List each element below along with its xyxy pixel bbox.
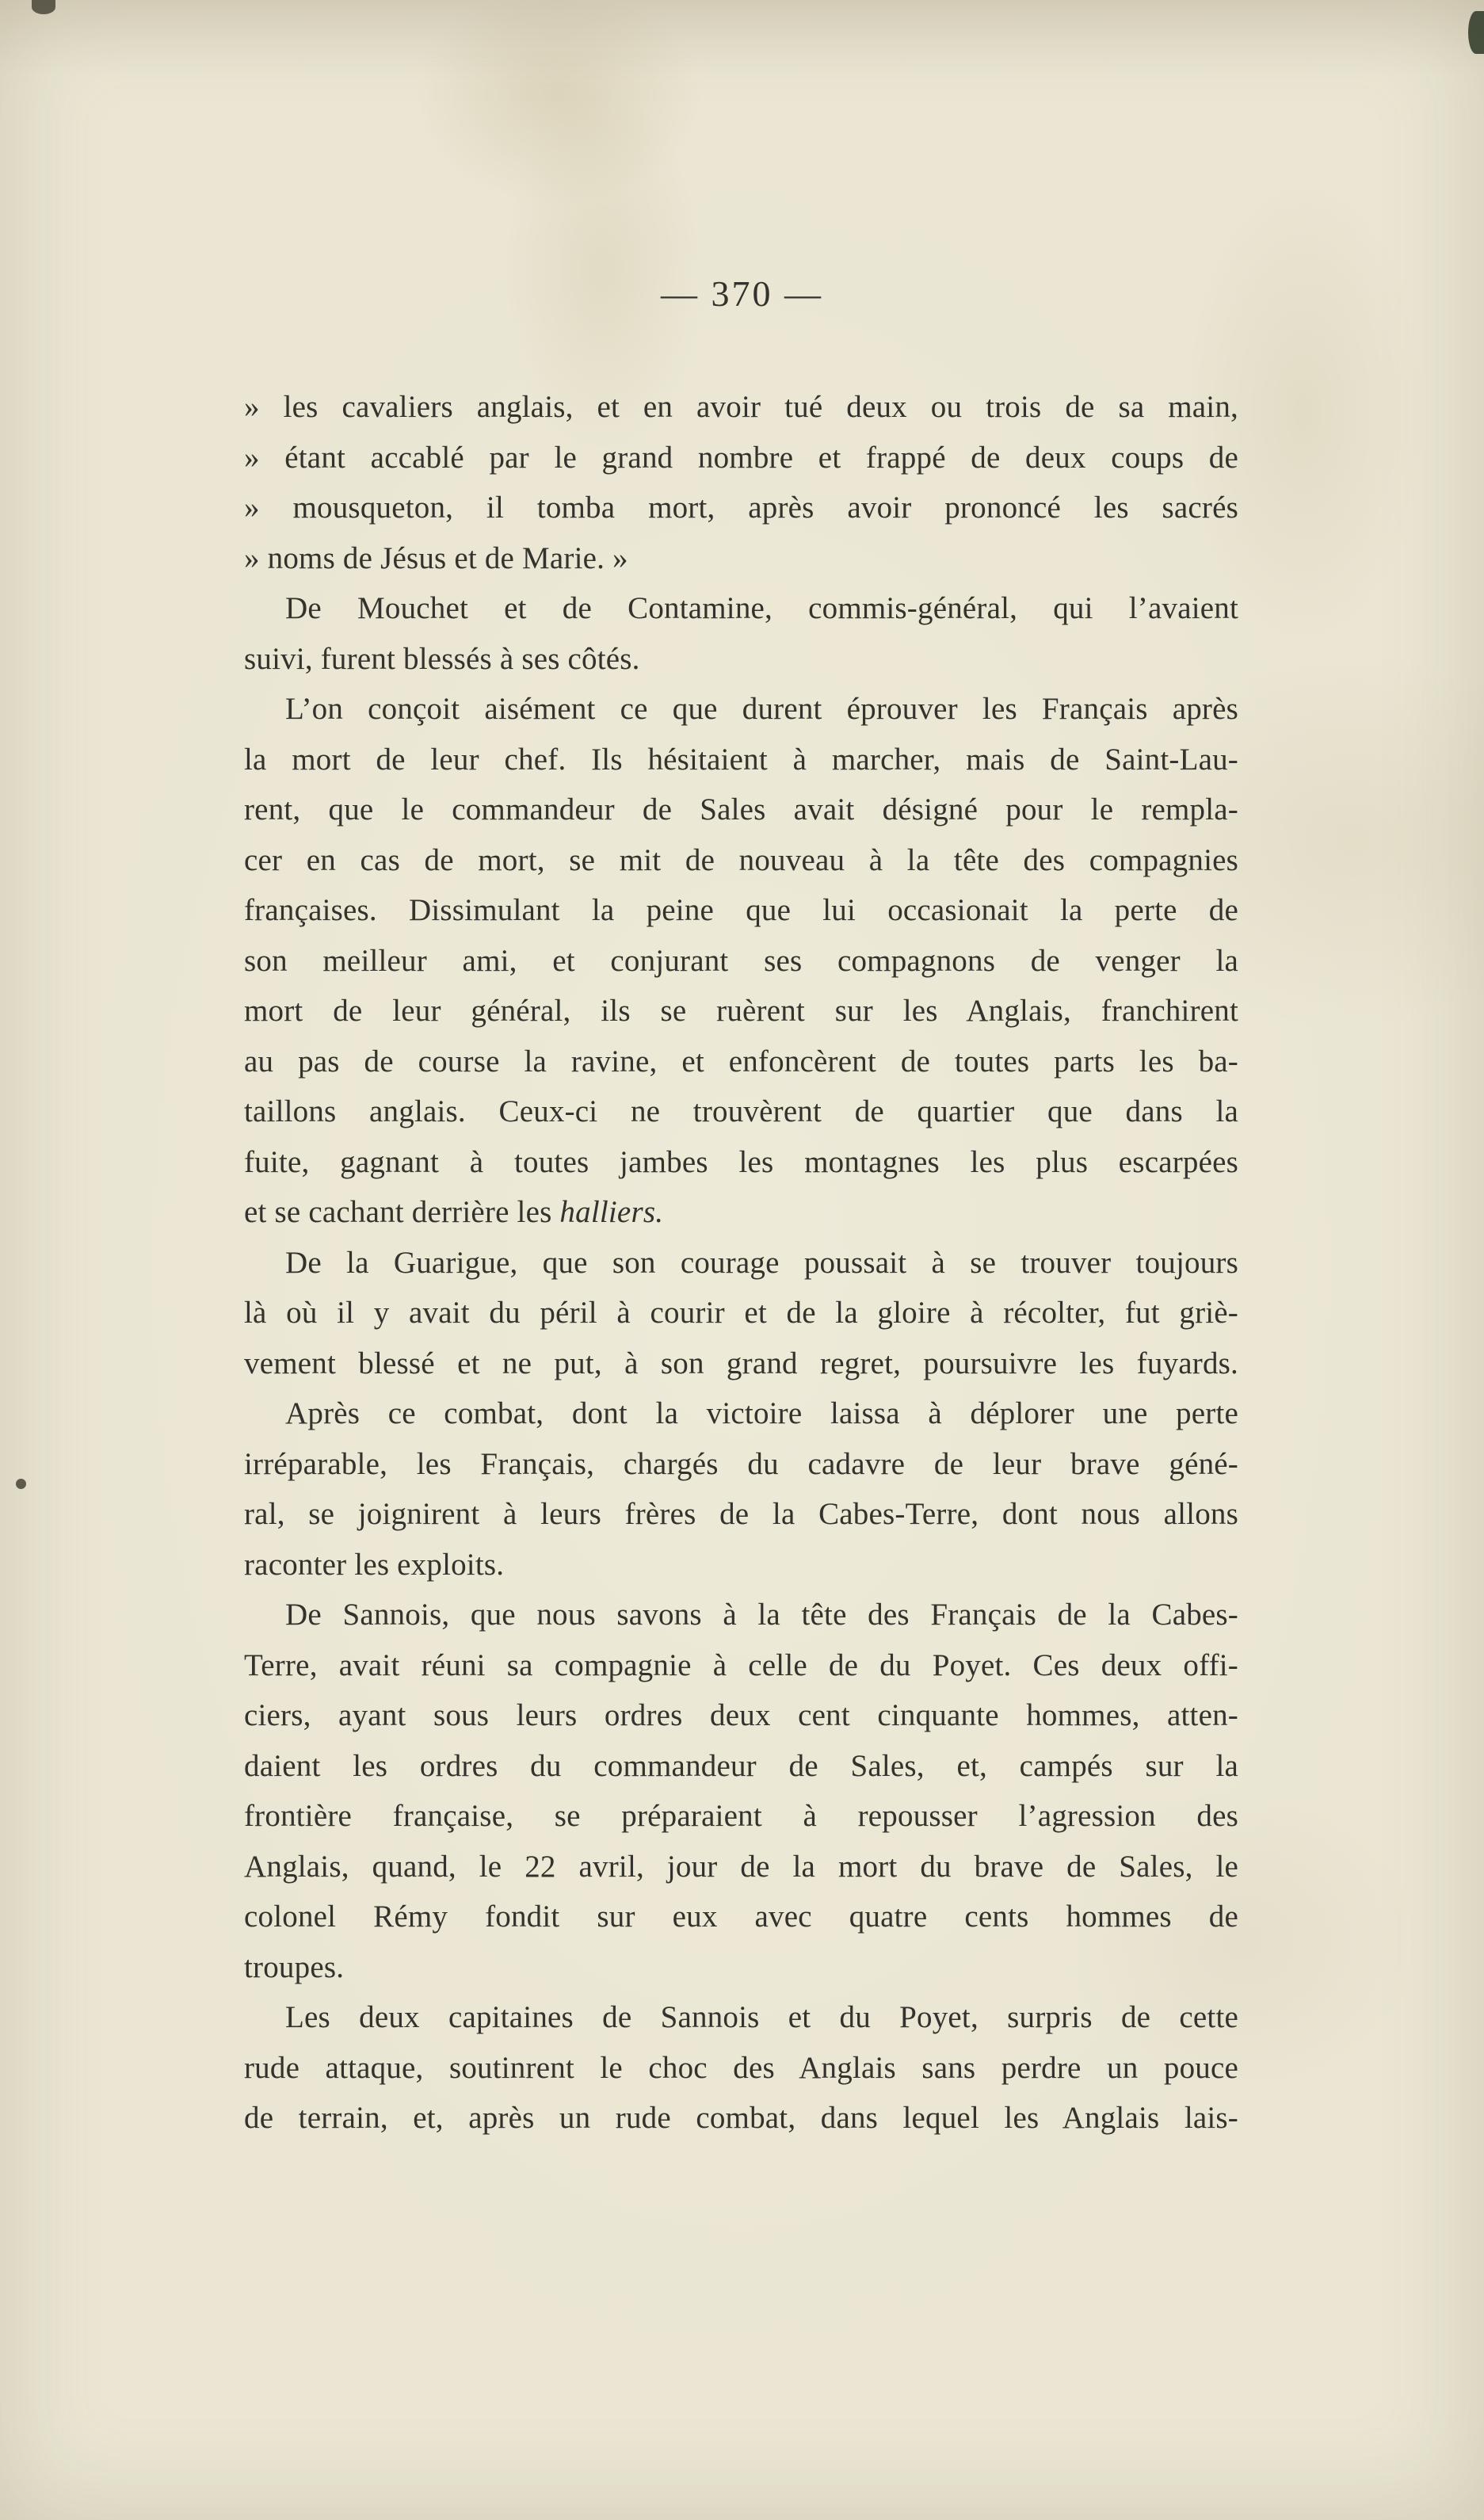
text-segment: fuite, gagnant à toutes jambes les montagnes les plus escarpées bbox=[244, 1144, 1238, 1179]
text-line bbox=[244, 583, 1238, 634]
text-segment: » noms de Jésus et de Marie. » bbox=[244, 540, 628, 575]
text-line bbox=[244, 433, 1238, 483]
text-line bbox=[244, 785, 1238, 835]
text-line bbox=[244, 684, 1238, 735]
text-line bbox=[244, 1037, 1238, 1087]
text-segment: françaises. Dissimulant la peine que lui occasionait la perte de bbox=[244, 893, 1238, 927]
text-segment: De la Guarigue, que son courage poussait à se trouver toujours bbox=[285, 1245, 1238, 1280]
text-line bbox=[244, 1439, 1238, 1490]
text-line bbox=[244, 1540, 1238, 1590]
ink-blemish-top-left bbox=[32, 0, 55, 14]
page-text bbox=[244, 382, 1238, 2144]
text-segment: frontière française, se préparaient à repousser l’agression des bbox=[244, 1799, 1238, 1833]
text-line bbox=[244, 1791, 1238, 1842]
text-line bbox=[244, 1086, 1238, 1137]
text-segment: et se cachant derrière les bbox=[244, 1195, 560, 1229]
text-line bbox=[244, 1187, 1238, 1238]
text-segment: Terre, avait réuni sa compagnie à celle de du Poyet. Ces deux offi- bbox=[244, 1648, 1238, 1682]
text-segment: la mort de leur chef. Ils hésitaient à marcher, mais de Saint-Lau- bbox=[244, 742, 1238, 777]
text-segment: cer en cas de mort, se mit de nouveau à la tête des compagnies bbox=[244, 842, 1238, 877]
text-line bbox=[244, 1288, 1238, 1338]
text-segment: De Sannois, que nous savons à la tête des Français de la Cabes- bbox=[285, 1598, 1238, 1632]
text-line bbox=[244, 1238, 1238, 1289]
text-segment: ral, se joignirent à leurs frères de la Cabes-Terre, dont nous allons bbox=[244, 1497, 1238, 1531]
text-segment: » étant accablé par le grand nombre et frappé de deux coups de bbox=[244, 440, 1238, 475]
page-number: — 370 — bbox=[661, 273, 823, 314]
text-line bbox=[244, 1489, 1238, 1540]
text-segment: rude attaque, soutinrent le choc des Anglais sans perdre un pouce bbox=[244, 2050, 1238, 2085]
text-segment: son meilleur ami, et conjurant ses compagnons de venger la bbox=[244, 943, 1238, 978]
text-line bbox=[244, 885, 1238, 936]
text-line bbox=[244, 2093, 1238, 2144]
text-segment: Les deux capitaines de Sannois et du Poyet, surpris de cette bbox=[285, 2000, 1238, 2034]
text-segment: là où il y avait du péril à courir et de la gloire à récolter, fut griè- bbox=[244, 1296, 1238, 1330]
text-segment: troupes. bbox=[244, 1949, 345, 1984]
text-segment: L’on conçoit aisément ce que durent éprouver les Français après bbox=[285, 692, 1238, 726]
text-line bbox=[244, 1137, 1238, 1188]
text-line bbox=[244, 1690, 1238, 1741]
text-segment: daient les ordres du commandeur de Sales, et, campés sur la bbox=[244, 1748, 1238, 1783]
text-line bbox=[244, 1942, 1238, 1993]
text-line bbox=[244, 986, 1238, 1037]
text-segment: colonel Rémy fondit sur eux avec quatre cents hommes de bbox=[244, 1900, 1238, 1934]
text-line bbox=[244, 1590, 1238, 1640]
text-segment: » mousqueton, il tomba mort, après avoir prononcé les sacrés bbox=[244, 491, 1238, 525]
text-line bbox=[244, 936, 1238, 987]
text-line bbox=[244, 1741, 1238, 1792]
text-line bbox=[244, 483, 1238, 533]
text-segment: vement blessé et ne put, à son grand regret, poursuivre les fuyards. bbox=[244, 1346, 1238, 1380]
ink-blemish-top-right bbox=[1468, 11, 1484, 54]
text-segment: Après ce combat, dont la victoire laissa à déplorer une perte bbox=[285, 1396, 1238, 1430]
text-segment: au pas de course la ravine, et enfoncèrent de toutes parts les ba- bbox=[244, 1044, 1238, 1079]
text-segment: irréparable, les Français, chargés du cadavre de leur brave géné- bbox=[244, 1446, 1238, 1481]
text-line bbox=[244, 835, 1238, 886]
text-line bbox=[244, 2043, 1238, 2094]
text-segment: De Mouchet et de Contamine, commis-général, qui l’avaient bbox=[285, 591, 1238, 625]
text-line bbox=[244, 1842, 1238, 1892]
text-line bbox=[244, 533, 1238, 584]
text-segment: taillons anglais. Ceux-ci ne trouvèrent de quartier que dans la bbox=[244, 1094, 1238, 1128]
text-line bbox=[244, 735, 1238, 785]
text-segment: ciers, ayant sous leurs ordres deux cent cinquante hommes, atten- bbox=[244, 1698, 1238, 1732]
text-segment: rent, que le commandeur de Sales avait désigné pour le rempla- bbox=[244, 792, 1238, 827]
italic-text: halliers. bbox=[559, 1195, 664, 1229]
text-segment: » les cavaliers anglais, et en avoir tué deux ou trois de sa main, bbox=[244, 390, 1238, 424]
text-line bbox=[244, 1992, 1238, 2043]
text-segment: de terrain, et, après un rude combat, dans lequel les Anglais lais- bbox=[244, 2101, 1238, 2135]
text-segment: mort de leur général, ils se ruèrent sur les Anglais, franchirent bbox=[244, 994, 1238, 1028]
text-line bbox=[244, 1640, 1238, 1691]
text-segment: Anglais, quand, le 22 avril, jour de la mort du brave de Sales, le bbox=[244, 1849, 1238, 1884]
text-line bbox=[244, 382, 1238, 433]
text-segment: suivi, furent blessés à ses côtés. bbox=[244, 641, 640, 676]
text-line bbox=[244, 634, 1238, 685]
text-segment: raconter les exploits. bbox=[244, 1547, 505, 1582]
text-line bbox=[244, 1388, 1238, 1439]
text-line bbox=[244, 1338, 1238, 1389]
text-line bbox=[244, 1892, 1238, 1942]
ink-blemish-left-edge bbox=[16, 1479, 26, 1489]
